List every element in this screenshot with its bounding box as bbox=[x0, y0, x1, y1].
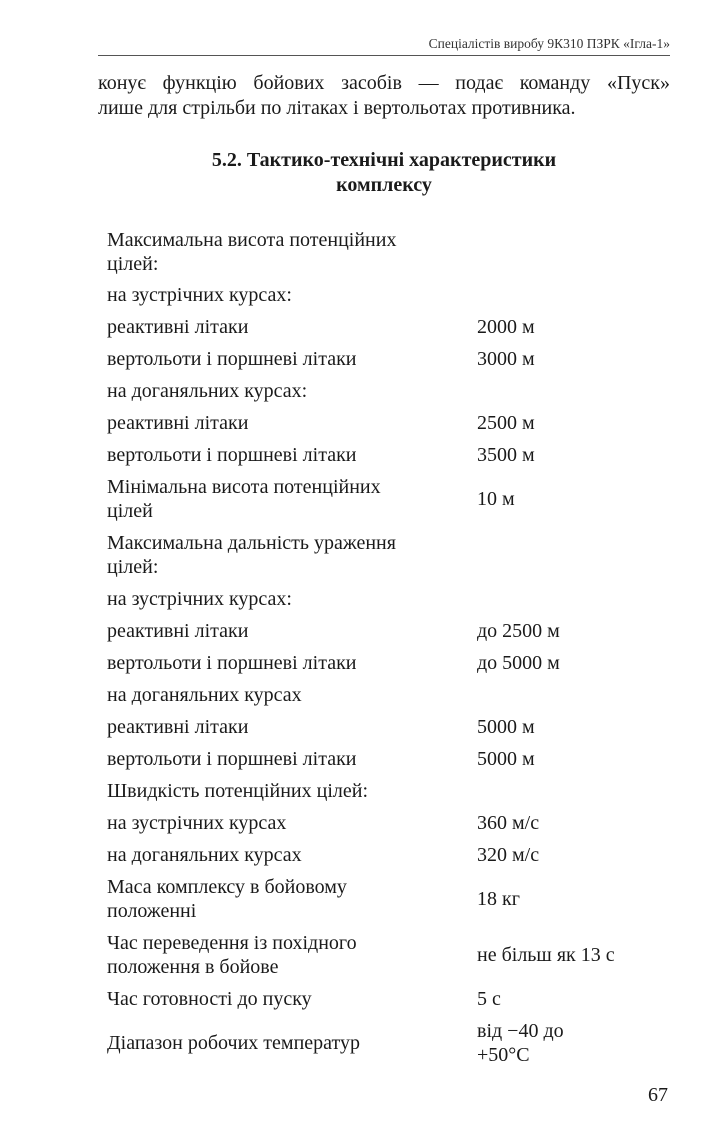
specs-table bbox=[107, 228, 667, 1067]
spec-row bbox=[107, 347, 667, 371]
spec-row bbox=[107, 587, 667, 611]
spec-value: 5000 м bbox=[477, 748, 535, 770]
spec-label: Діапазон робочих температур bbox=[107, 1032, 360, 1054]
spec-label: на зустрічних курсах: bbox=[107, 284, 292, 306]
spec-label: Мінімальна висота потенційних цілей bbox=[107, 476, 381, 522]
spec-label: вертольоти і поршневі літаки bbox=[107, 652, 357, 674]
spec-row bbox=[107, 228, 667, 276]
spec-row bbox=[107, 1019, 667, 1067]
page-number: 67 bbox=[648, 1084, 668, 1106]
spec-row bbox=[107, 379, 667, 403]
spec-row bbox=[107, 987, 667, 1011]
spec-row bbox=[107, 315, 667, 339]
intro-line-1: конує функцію бойових засобів — подає команду «Пуск» bbox=[98, 72, 670, 94]
spec-value: 10 м bbox=[477, 488, 515, 510]
spec-value: від −40 до +50°С bbox=[477, 1020, 564, 1066]
spec-label: вертольоти і поршневі літаки bbox=[107, 444, 357, 466]
spec-label: на доганяльних курсах bbox=[107, 844, 302, 866]
running-header: Спеціалістів виробу 9К310 ПЗРК «Ігла-1» bbox=[428, 36, 670, 51]
spec-value: 5000 м bbox=[477, 716, 535, 738]
spec-label: Швидкість потенційних цілей: bbox=[107, 780, 369, 802]
spec-label: на зустрічних курсах: bbox=[107, 588, 292, 610]
spec-label: реактивні літаки bbox=[107, 716, 249, 738]
spec-value: 2500 м bbox=[477, 412, 535, 434]
spec-value: 360 м/с bbox=[477, 812, 540, 834]
spec-value: 18 кг bbox=[477, 888, 520, 910]
spec-value: 5 с bbox=[477, 988, 501, 1010]
spec-row bbox=[107, 283, 667, 307]
spec-row bbox=[107, 475, 667, 523]
spec-label: на доганяльних курсах bbox=[107, 684, 302, 706]
spec-label: Маса комплексу в бойовому положенні bbox=[107, 876, 347, 922]
spec-row bbox=[107, 531, 667, 579]
spec-row bbox=[107, 715, 667, 739]
spec-row bbox=[107, 651, 667, 675]
spec-label: реактивні літаки bbox=[107, 412, 249, 434]
spec-row bbox=[107, 811, 667, 835]
spec-value: 3000 м bbox=[477, 348, 535, 370]
spec-value: до 5000 м bbox=[477, 652, 560, 674]
spec-row bbox=[107, 843, 667, 867]
spec-row bbox=[107, 443, 667, 467]
spec-label: Час переведення із похідного положення в бойове bbox=[107, 932, 357, 978]
spec-value: 3500 м bbox=[477, 444, 535, 466]
spec-label: Час готовності до пуску bbox=[107, 988, 312, 1010]
intro-paragraph bbox=[98, 71, 670, 121]
spec-label: вертольоти і поршневі літаки bbox=[107, 348, 357, 370]
section-title-line-2: комплексу bbox=[336, 174, 432, 196]
spec-row bbox=[107, 875, 667, 923]
spec-label: Максимальна висота потенційних цілей: bbox=[107, 229, 397, 275]
spec-value: 2000 м bbox=[477, 316, 535, 338]
spec-label: реактивні літаки bbox=[107, 620, 249, 642]
spec-label: реактивні літаки bbox=[107, 316, 249, 338]
spec-label: вертольоти і поршневі літаки bbox=[107, 748, 357, 770]
spec-row bbox=[107, 747, 667, 771]
spec-value: до 2500 м bbox=[477, 620, 560, 642]
spec-row bbox=[107, 411, 667, 435]
intro-line-2: лише для стрільби по літаках і вертольотах противника. bbox=[98, 97, 576, 119]
spec-label: на зустрічних курсах bbox=[107, 812, 287, 834]
section-title bbox=[98, 148, 670, 198]
spec-row bbox=[107, 931, 667, 979]
spec-row bbox=[107, 779, 667, 803]
spec-value: 320 м/с bbox=[477, 844, 540, 866]
spec-label: на доганяльних курсах: bbox=[107, 380, 308, 402]
header-rule bbox=[98, 55, 670, 56]
section-title-line-1: 5.2. Тактико-технічні характеристики bbox=[211, 149, 557, 171]
spec-row bbox=[107, 619, 667, 643]
spec-label: Максимальна дальність ураження цілей: bbox=[107, 532, 396, 578]
spec-value: не більш як 13 с bbox=[477, 944, 615, 966]
spec-row bbox=[107, 683, 667, 707]
